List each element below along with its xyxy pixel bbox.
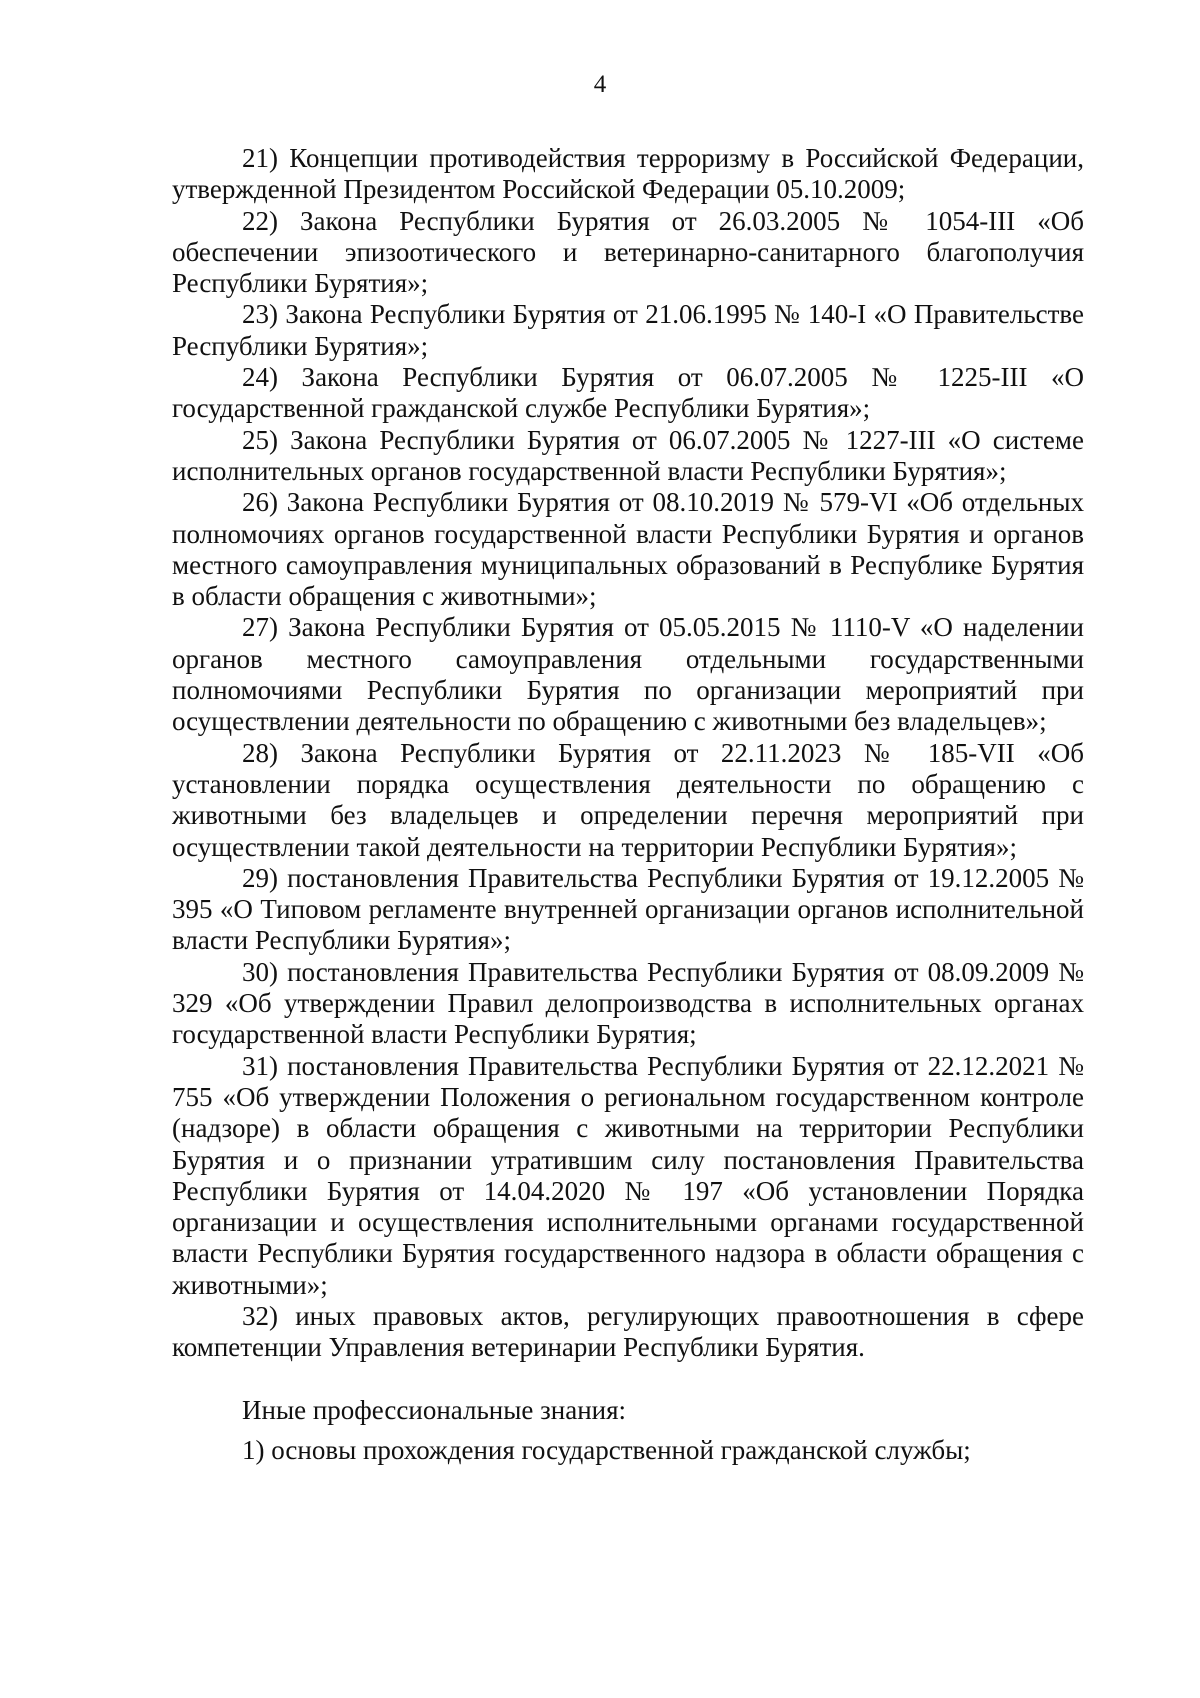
section-spacer [172,1364,1084,1395]
page-number: 4 [593,71,607,98]
list-item: 29) постановления Правительства Республики Бурятия от 19.12.2005 № 395 «О Типовом регламенте внутренней организации органов исполнительной власти Республики Бурятия»; [172,862,1084,956]
legal-acts-list [172,143,1084,1466]
list-item: 31) постановления Правительства Республики Бурятия от 22.12.2021 № 755 «Об утверждении Положения о региональном государственном контроле (надзоре) в области обращения с животными на территории Республики Бурятия и о признании утратившим силу постановления Правительства Республики Бурятия от 14.04.2020 № 197 «Об установлении Порядка организации и осуществления исполнительными органами государственной власти Республики Бурятия государственного надзора в области обращения с животными»; [172,1050,1084,1300]
list-item: 28) Закона Республики Бурятия от 22.11.2023 № 185-VII «Об установлении порядка осуществления деятельности по обращению с животными без владельцев и определении перечня мероприятий при осуществлении такой деятельности на территории Республики Бурятия»; [172,737,1084,862]
list-item: 21) Концепции противодействия терроризму в Российской Федерации, утвержденной Президентом Российской Федерации 05.10.2009; [172,143,1084,205]
list-item: 26) Закона Республики Бурятия от 08.10.2019 № 579-VI «Об отдельных полномочиях органов государственной власти Республики Бурятия и органов местного самоуправления муниципальных образований в Республике Бурятия в области обращения с животными»; [172,487,1084,612]
list-item: 25) Закона Республики Бурятия от 06.07.2005 № 1227-III «О системе исполнительных органов государственной власти Республики Бурятия»; [172,424,1084,486]
list-item: 27) Закона Республики Бурятия от 05.05.2015 № 1110-V «О наделении органов местного самоуправления отдельными государственными полномочиями Республики Бурятия по организации мероприятий при осуществлении деятельности по обращению с животными без владельцев»; [172,612,1084,737]
list-item: 22) Закона Республики Бурятия от 26.03.2005 № 1054-III «Об обеспечении эпизоотического и ветеринарно-санитарного благополучия Республики Бурятия»; [172,205,1084,299]
list-item: 30) постановления Правительства Республики Бурятия от 08.09.2009 № 329 «Об утверждении Правил делопроизводства в исполнительных органах государственной власти Республики Бурятия; [172,956,1084,1050]
list-item: 32) иных правовых актов, регулирующих правоотношения в сфере компетенции Управления ветеринарии Республики Бурятия. [172,1300,1084,1363]
list-item: 1) основы прохождения государственной гражданской службы; [242,1434,971,1465]
section-heading: Иные профессиональные знания: [242,1394,627,1425]
list-item: 24) Закона Республики Бурятия от 06.07.2005 № 1225-III «О государственной гражданской службе Республики Бурятия»; [172,362,1084,424]
list-item: 23) Закона Республики Бурятия от 21.06.1995 № 140-I «О Правительстве Республики Бурятия»; [172,299,1084,361]
heading-spacer [172,1426,1084,1435]
